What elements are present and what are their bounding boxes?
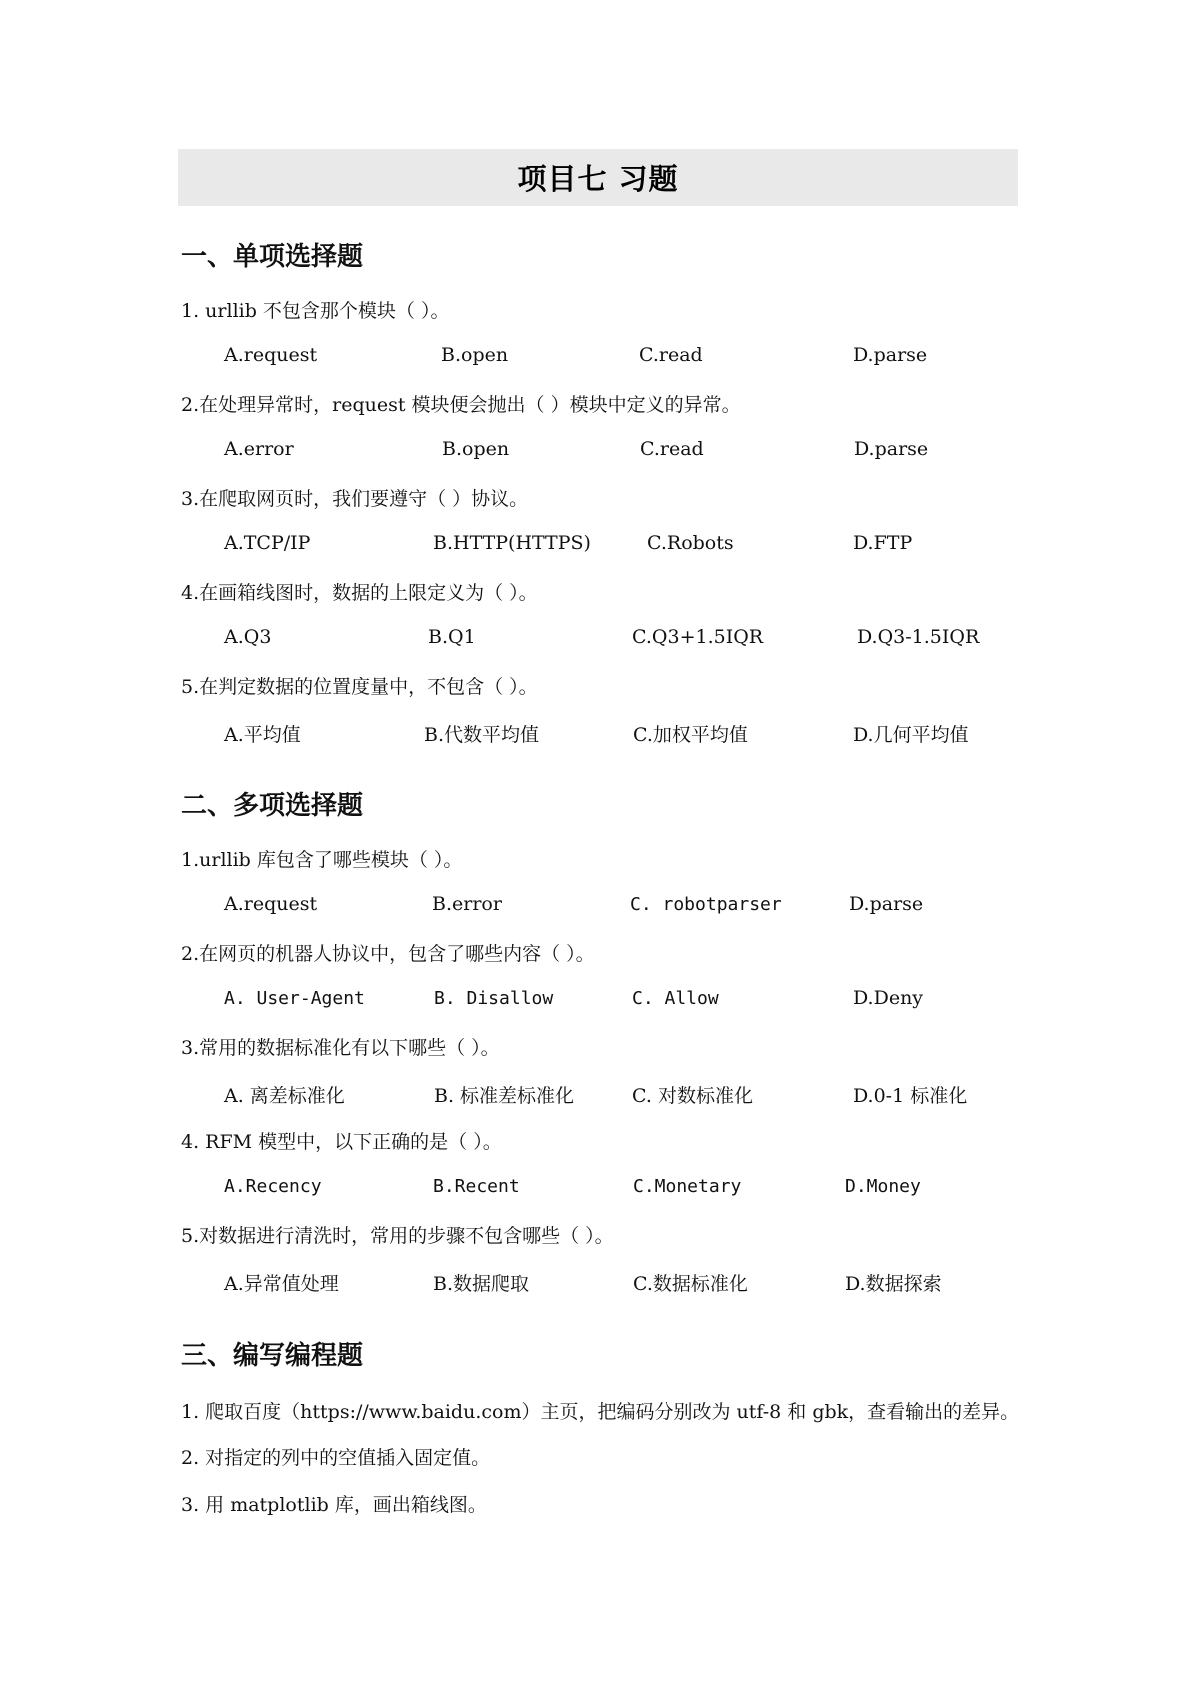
option-b: B.error bbox=[432, 893, 502, 915]
option-b: B. 标准差标准化 bbox=[434, 1085, 575, 1107]
option-a: A.request bbox=[224, 893, 318, 915]
option-a: A.平均值 bbox=[224, 724, 301, 746]
option-a: A.request bbox=[224, 344, 318, 366]
programming-task: 3. 用 matplotlib 库，画出箱线图。 bbox=[181, 1494, 487, 1516]
question-text: 2.在网页的机器人协议中，包含了哪些内容（ ）。 bbox=[181, 943, 595, 965]
option-c: C.Monetary bbox=[633, 1176, 742, 1197]
question-text: 5.对数据进行清洗时，常用的步骤不包含哪些（ ）。 bbox=[181, 1225, 614, 1247]
section-heading-multiple-choice: 二、多项选择题 bbox=[181, 791, 364, 821]
option-c: C.数据标准化 bbox=[633, 1273, 748, 1295]
option-c: C. Allow bbox=[632, 988, 719, 1009]
option-a: A.TCP/IP bbox=[224, 532, 311, 554]
question-text: 5.在判定数据的位置度量中，不包含（ ）。 bbox=[181, 676, 538, 698]
option-d: D.parse bbox=[853, 344, 928, 366]
section-heading-programming: 三、编写编程题 bbox=[181, 1341, 364, 1371]
section-heading-single-choice: 一、单项选择题 bbox=[181, 242, 364, 272]
option-b: B.代数平均值 bbox=[424, 724, 540, 746]
option-d: D.0-1 标准化 bbox=[853, 1085, 968, 1107]
option-b: B.Q1 bbox=[428, 626, 476, 648]
option-c: C.加权平均值 bbox=[633, 724, 748, 746]
option-c: C.read bbox=[639, 344, 703, 366]
option-c: C.Robots bbox=[647, 532, 734, 554]
option-a: A.error bbox=[224, 438, 294, 460]
option-a: A.Q3 bbox=[224, 626, 272, 648]
title-band bbox=[178, 149, 1018, 206]
option-d: D.FTP bbox=[853, 532, 913, 554]
option-d: D.parse bbox=[854, 438, 929, 460]
page-title: 项目七 习题 bbox=[517, 162, 679, 196]
question-text: 1. urllib 不包含那个模块（ ）。 bbox=[181, 300, 450, 322]
question-text: 3.在爬取网页时，我们要遵守（ ）协议。 bbox=[181, 488, 529, 510]
option-b: B. Disallow bbox=[434, 988, 554, 1009]
option-a: A. User-Agent bbox=[224, 988, 365, 1009]
option-a: A.异常值处理 bbox=[224, 1273, 339, 1295]
option-d: D.几何平均值 bbox=[853, 724, 969, 746]
option-c: C. 对数标准化 bbox=[632, 1085, 753, 1107]
question-text: 3.常用的数据标准化有以下哪些（ ）。 bbox=[181, 1037, 500, 1059]
programming-task: 1. 爬取百度（https://www.baidu.com）主页，把编码分别改为 utf-8 和 gbk，查看输出的差异。 bbox=[181, 1401, 1020, 1423]
question-text: 2.在处理异常时，request 模块便会抛出（ ）模块中定义的异常。 bbox=[181, 394, 741, 416]
option-d: D.Q3-1.5IQR bbox=[857, 626, 980, 648]
option-a: A. 离差标准化 bbox=[224, 1085, 345, 1107]
option-c: C.Q3+1.5IQR bbox=[632, 626, 764, 648]
option-c: C. robotparser bbox=[630, 894, 782, 915]
option-b: B.open bbox=[442, 438, 510, 460]
option-d: D.parse bbox=[849, 893, 924, 915]
question-text: 4. RFM 模型中，以下正确的是（ ）。 bbox=[181, 1131, 502, 1153]
question-text: 1.urllib 库包含了哪些模块（ ）。 bbox=[181, 849, 463, 871]
option-b: B.Recent bbox=[433, 1176, 520, 1197]
option-d: D.Money bbox=[845, 1176, 921, 1197]
option-b: B.HTTP(HTTPS) bbox=[433, 532, 591, 554]
programming-task: 2. 对指定的列中的空值插入固定值。 bbox=[181, 1447, 491, 1469]
option-c: C.read bbox=[640, 438, 704, 460]
option-d: D.Deny bbox=[853, 987, 924, 1009]
option-d: D.数据探索 bbox=[845, 1273, 942, 1295]
question-text: 4.在画箱线图时，数据的上限定义为（ ）。 bbox=[181, 582, 538, 604]
option-a: A.Recency bbox=[224, 1176, 322, 1197]
option-b: B.open bbox=[441, 344, 509, 366]
option-b: B.数据爬取 bbox=[433, 1273, 530, 1295]
